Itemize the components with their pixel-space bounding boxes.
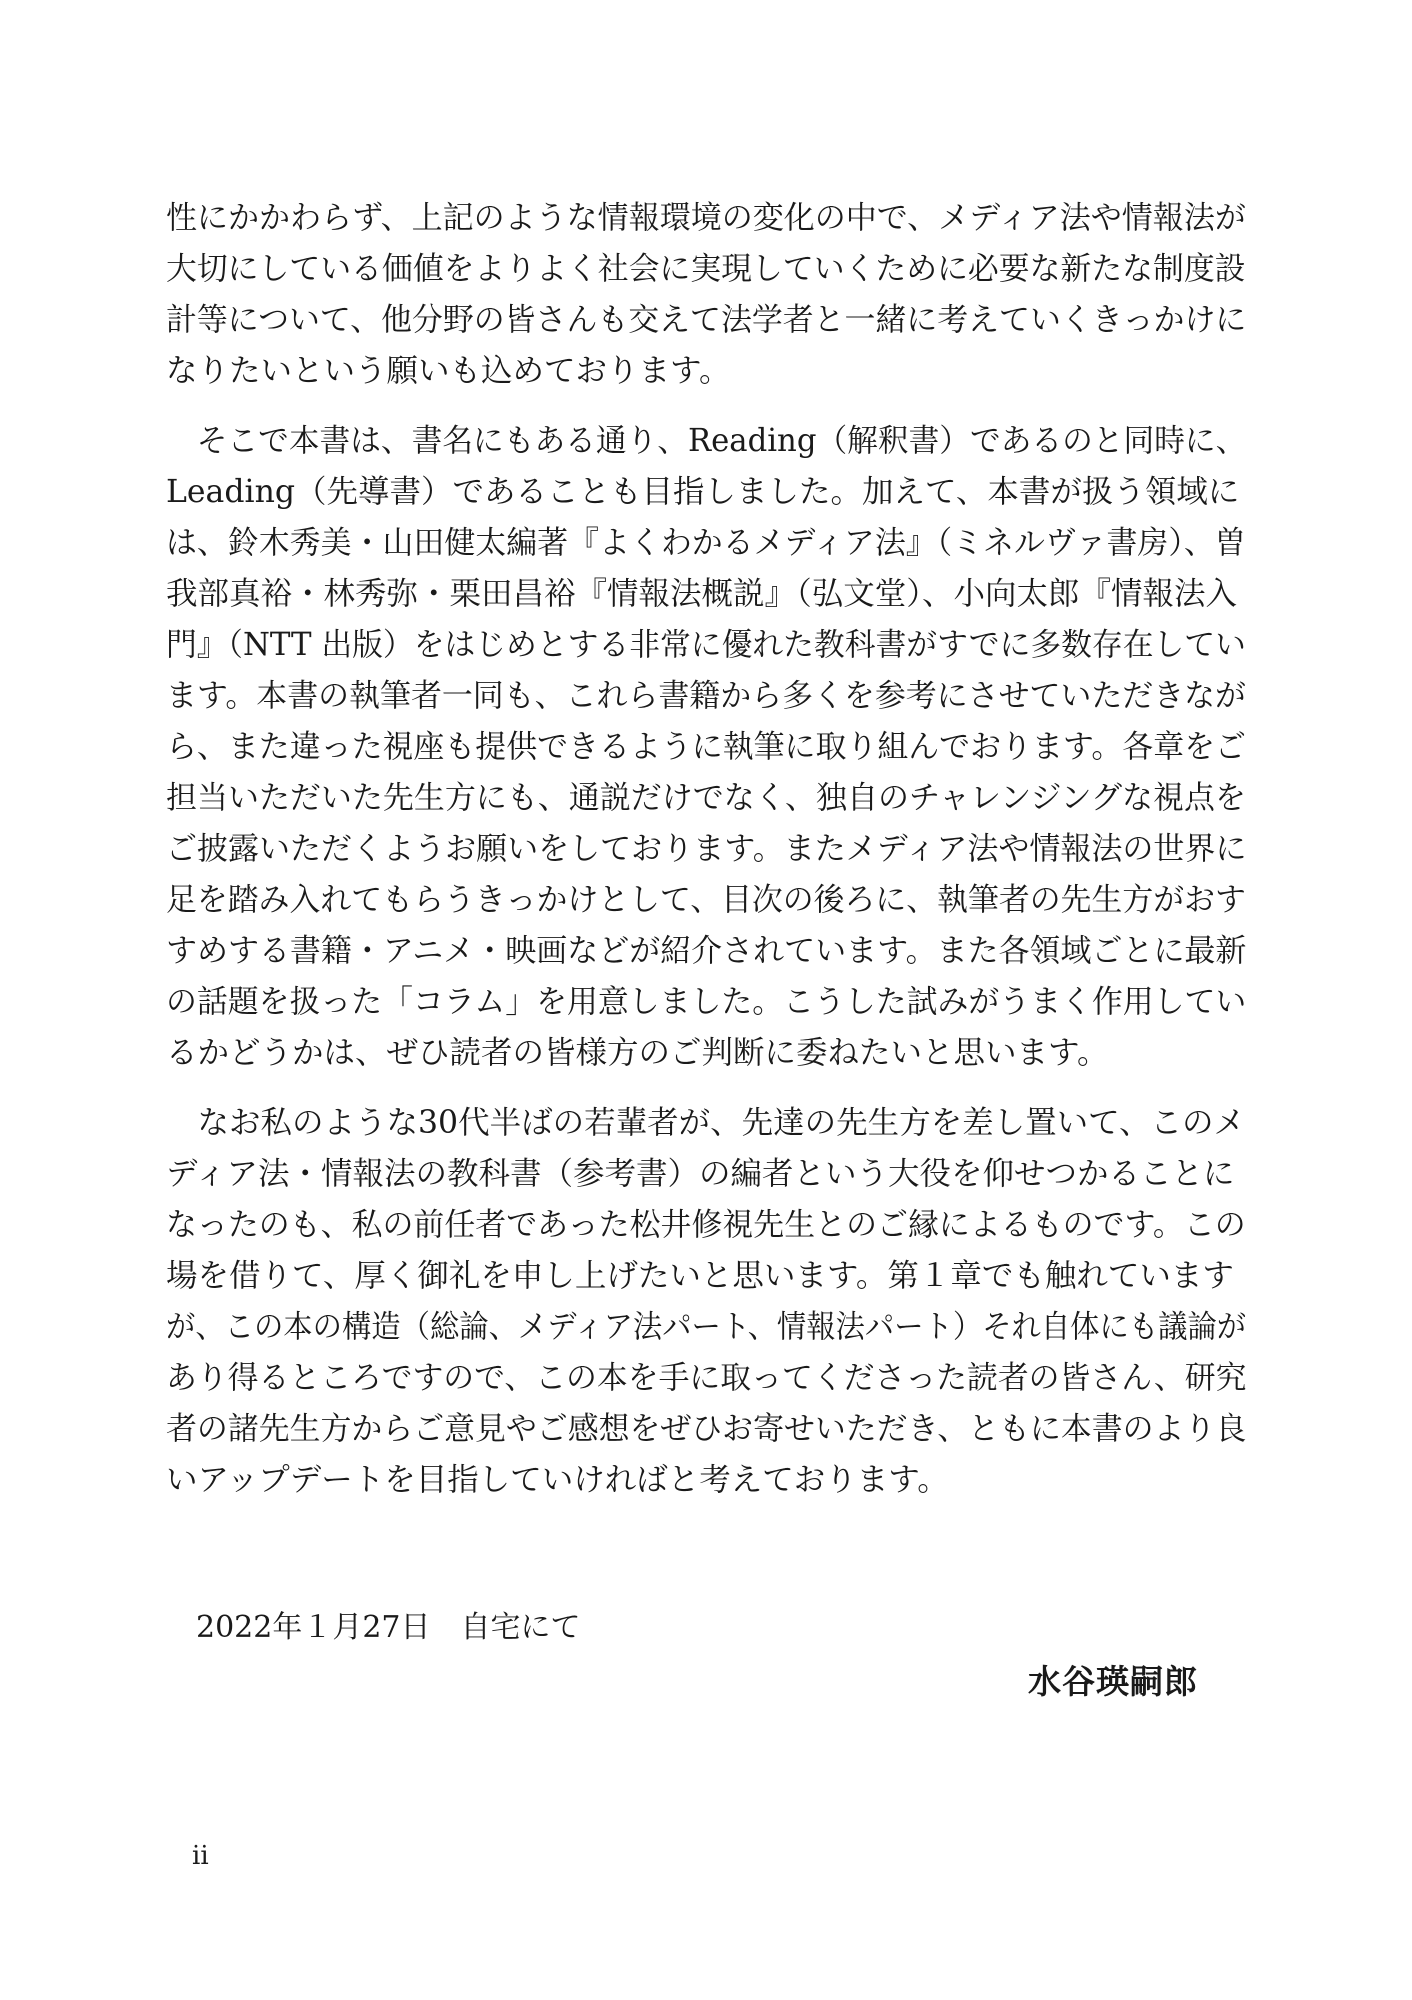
body-line: 門』（NTT 出版）をはじめとする非常に優れた教科書がすでに多数存在してい (166, 627, 1246, 663)
body-line: ディア法・情報法の教科書（参考書）の編者という大役を仰せつかることに (166, 1156, 1235, 1192)
body-line: 者の諸先生方からご意見やご感想をぜひお寄せいただき、ともに本書のより良 (166, 1411, 1247, 1447)
body-line: は、鈴木秀美・山田健太編著『よくわかるメディア法』（ミネルヴァ書房）、曽 (166, 525, 1246, 561)
body-line: あり得るところですので、この本を手に取ってくださった読者の皆さん、研究 (166, 1360, 1247, 1396)
body-line: なお私のような30代半ばの若輩者が、先達の先生方を差し置いて、このメ (166, 1105, 1245, 1141)
body-line: の話題を扱った「コラム」を用意しました。こうした試みがうまく作用してい (166, 984, 1247, 1020)
body-line: すめする書籍・アニメ・映画などが紹介されています。また各領域ごとに最新 (166, 933, 1247, 969)
page-number: ii (192, 1841, 209, 1871)
body-line: が、この本の構造（総論、メディア法パート、情報法パート）それ自体にも議論が (166, 1309, 1247, 1345)
body-line: ご披露いただくようお願いをしております。またメディア法や情報法の世界に (166, 831, 1247, 867)
author-signature: 水谷瑛嗣郎 (1028, 1662, 1198, 1701)
body-line: 計等について、他分野の皆さんも交えて法学者と一緒に考えていくきっかけに (166, 302, 1247, 338)
body-line: 性にかかわらず、上記のような情報環境の変化の中で、メディア法や情報法が (166, 200, 1246, 236)
body-line: そこで本書は、書名にもある通り、Reading（解釈書）であるのと同時に、 (166, 423, 1247, 459)
body-line: いアップデートを目指していければと考えております。 (166, 1462, 949, 1498)
body-line: 担当いただいた先生方にも、通説だけでなく、独自のチャレンジングな視点を (166, 780, 1246, 816)
body-line: ます。本書の執筆者一同も、これら書籍から多くを参考にさせていただきなが (166, 678, 1246, 714)
body-line: 足を踏み入れてもらうきっかけとして、目次の後ろに、執筆者の先生方がおす (166, 882, 1246, 918)
body-line: なったのも、私の前任者であった松井修視先生とのご縁によるものです。この (166, 1207, 1246, 1243)
body-line: 我部真裕・林秀弥・栗田昌裕『情報法概説』（弘文堂）、小向太郎『情報法入 (166, 576, 1238, 612)
body-line: 大切にしている価値をよりよく社会に実現していくために必要な新たな制度設 (166, 251, 1246, 287)
body-line: Leading（先導書）であることも目指しました。加えて、本書が扱う領域に (166, 474, 1240, 510)
body-line: ら、また違った視座も提供できるように執筆に取り組んでおります。各章をご (166, 729, 1246, 765)
date-place-line: 2022年１月27日 自宅にて (196, 1610, 581, 1645)
body-line: 場を借りて、厚く御礼を申し上げたいと思います。第１章でも触れています (166, 1258, 1234, 1294)
body-line: なりたいという願いも込めております。 (166, 353, 731, 389)
body-line: るかどうかは、ぜひ読者の皆様方のご判断に委ねたいと思います。 (166, 1035, 1109, 1071)
